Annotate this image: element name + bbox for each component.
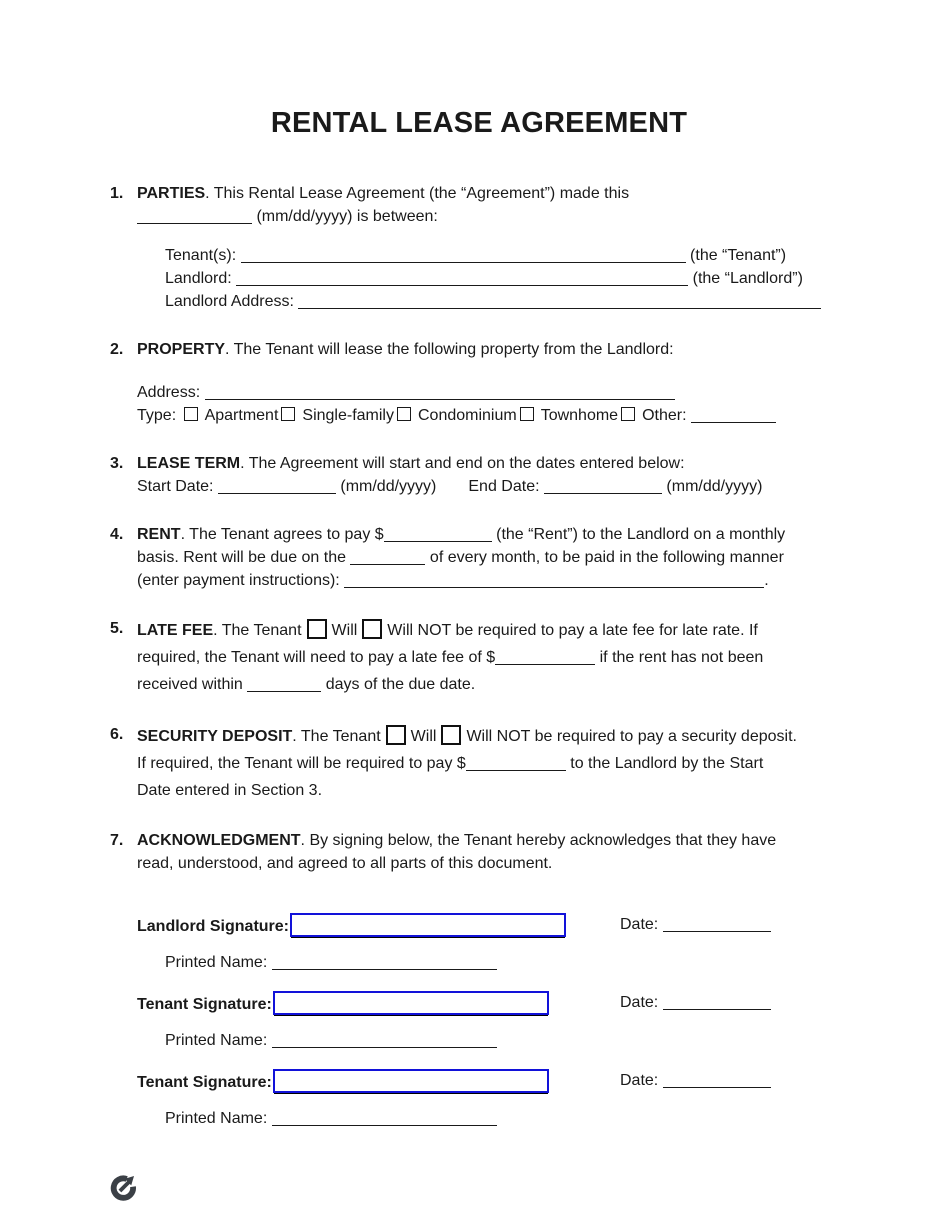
section-property: 2. PROPERTY. The Tenant will lease the following property from the Landlord: Address: Type: Apartment Single-family Condominium Townhome Other:	[110, 338, 848, 427]
section-number: 3.	[110, 455, 124, 472]
tenant-signature-block-2	[137, 1069, 848, 1130]
tenant-date-blank	[663, 995, 771, 1010]
section-label: PROPERTY	[137, 341, 226, 358]
due-day-blank	[350, 550, 425, 565]
tenant-signature-label-2: Tenant Signature:	[137, 1074, 272, 1091]
section-label: SECURITY DEPOSIT	[137, 728, 293, 745]
date-label: Date:	[620, 916, 663, 933]
property-address-blank	[205, 385, 675, 400]
tenant-signature-label: Tenant Signature:	[137, 996, 272, 1013]
landlord-label: Landlord:	[165, 270, 237, 287]
section-lease-term: 3. LEASE TERM. The Agreement will start and end on the dates entered below: Start Date: (mm/dd/yyyy) End Date: (mm/dd/yyyy)	[110, 452, 848, 498]
end-date-blank	[544, 479, 662, 494]
date-label: Date:	[620, 1072, 663, 1089]
printed-name-label: Printed Name:	[165, 1110, 272, 1127]
section-label: LATE FEE	[137, 622, 214, 639]
parties-fields: Tenant(s): (the “Tenant”) Landlord: (the “Landlord”) Landlord Address:	[165, 244, 837, 313]
tenant-signature-field[interactable]	[273, 991, 549, 1015]
start-date-blank	[218, 479, 336, 494]
printed-name-label: Printed Name:	[165, 954, 272, 971]
circular-arrow-logo	[108, 1172, 848, 1209]
section-label: ACKNOWLEDGMENT	[137, 832, 301, 849]
single-family-checkbox	[281, 407, 295, 421]
section-number: 6.	[110, 726, 124, 743]
tenant-printed-name-blank-2	[272, 1111, 497, 1126]
section-rent: 4. RENT. The Tenant agrees to pay $ (the “Rent”) to the Landlord on a monthly basis. Rent will be due on the of every month, to be paid in the following manner (enter payment instructions): .	[110, 523, 848, 592]
tenant-signature-field-2[interactable]	[273, 1069, 549, 1093]
landlord-address-blank	[298, 294, 821, 309]
printed-name-label: Printed Name:	[165, 1032, 272, 1049]
section-acknowledgment: 7. ACKNOWLEDGMENT. By signing below, the Tenant hereby acknowledges that they have read, understood, and agreed to all parts of this document.	[110, 829, 848, 875]
section-parties: 1. PARTIES. This Rental Lease Agreement (the “Agreement”) made this (mm/dd/yyyy) is between: Tenant(s): (the “Tenant”) Landlord: (the “Landlord”) Landlord Address:	[110, 182, 848, 313]
signature-area	[137, 913, 848, 1130]
deposit-amount-blank	[466, 756, 566, 771]
tenant-name-blank	[241, 248, 686, 263]
start-date-label: Start Date:	[137, 478, 218, 495]
payment-instructions-blank	[344, 573, 764, 588]
section-number: 1.	[110, 185, 124, 202]
late-fee-will-not-checkbox[interactable]	[362, 619, 382, 639]
date-label: Date:	[620, 994, 663, 1011]
other-checkbox	[621, 407, 635, 421]
landlord-signature-field[interactable]	[290, 913, 566, 937]
late-fee-days-blank	[247, 677, 321, 692]
late-fee-will-checkbox[interactable]	[307, 619, 327, 639]
tenant-signature-block	[137, 991, 848, 1052]
page-title: RENTAL LEASE AGREEMENT	[270, 107, 688, 139]
apartment-checkbox	[184, 407, 198, 421]
property-address-label: Address:	[137, 384, 205, 401]
section-number: 5.	[110, 620, 124, 637]
other-type-blank	[691, 408, 776, 423]
tenant-printed-name-blank	[272, 1033, 497, 1048]
tenant-date-blank-2	[663, 1073, 771, 1088]
tenant-label: Tenant(s):	[165, 247, 241, 264]
rent-amount-blank	[384, 527, 492, 542]
landlord-date-blank	[663, 917, 771, 932]
landlord-address-label: Landlord Address:	[165, 293, 299, 310]
section-number: 2.	[110, 341, 124, 358]
deposit-will-checkbox[interactable]	[386, 725, 406, 745]
townhome-checkbox	[520, 407, 534, 421]
section-label: PARTIES	[137, 185, 206, 202]
section-label: RENT	[137, 526, 181, 543]
landlord-signature-label: Landlord Signature:	[137, 918, 289, 935]
section-number: 4.	[110, 526, 124, 543]
landlord-signature-block	[137, 913, 848, 974]
end-date-label: End Date:	[468, 478, 544, 495]
section-security-deposit: 6. SECURITY DEPOSIT. The Tenant Will Will NOT be required to pay a security deposit. If required, the Tenant will be required to pay $ to the Landlord by the Start Date entered in Section 3.	[110, 723, 848, 804]
late-fee-amount-blank	[495, 650, 595, 665]
section-label: LEASE TERM	[137, 455, 241, 472]
property-type-label: Type:	[137, 407, 181, 424]
section-number: 7.	[110, 832, 124, 849]
deposit-will-not-checkbox[interactable]	[441, 725, 461, 745]
section-late-fee: 5. LATE FEE. The Tenant Will Will NOT be required to pay a late fee for late rate. If required, the Tenant will need to pay a late fee of $ if the rent has not been received within days of the due date.	[110, 617, 848, 698]
landlord-printed-name-blank	[272, 955, 497, 970]
agreement-date-blank	[137, 209, 252, 224]
landlord-name-blank	[236, 271, 688, 286]
condominium-checkbox	[397, 407, 411, 421]
